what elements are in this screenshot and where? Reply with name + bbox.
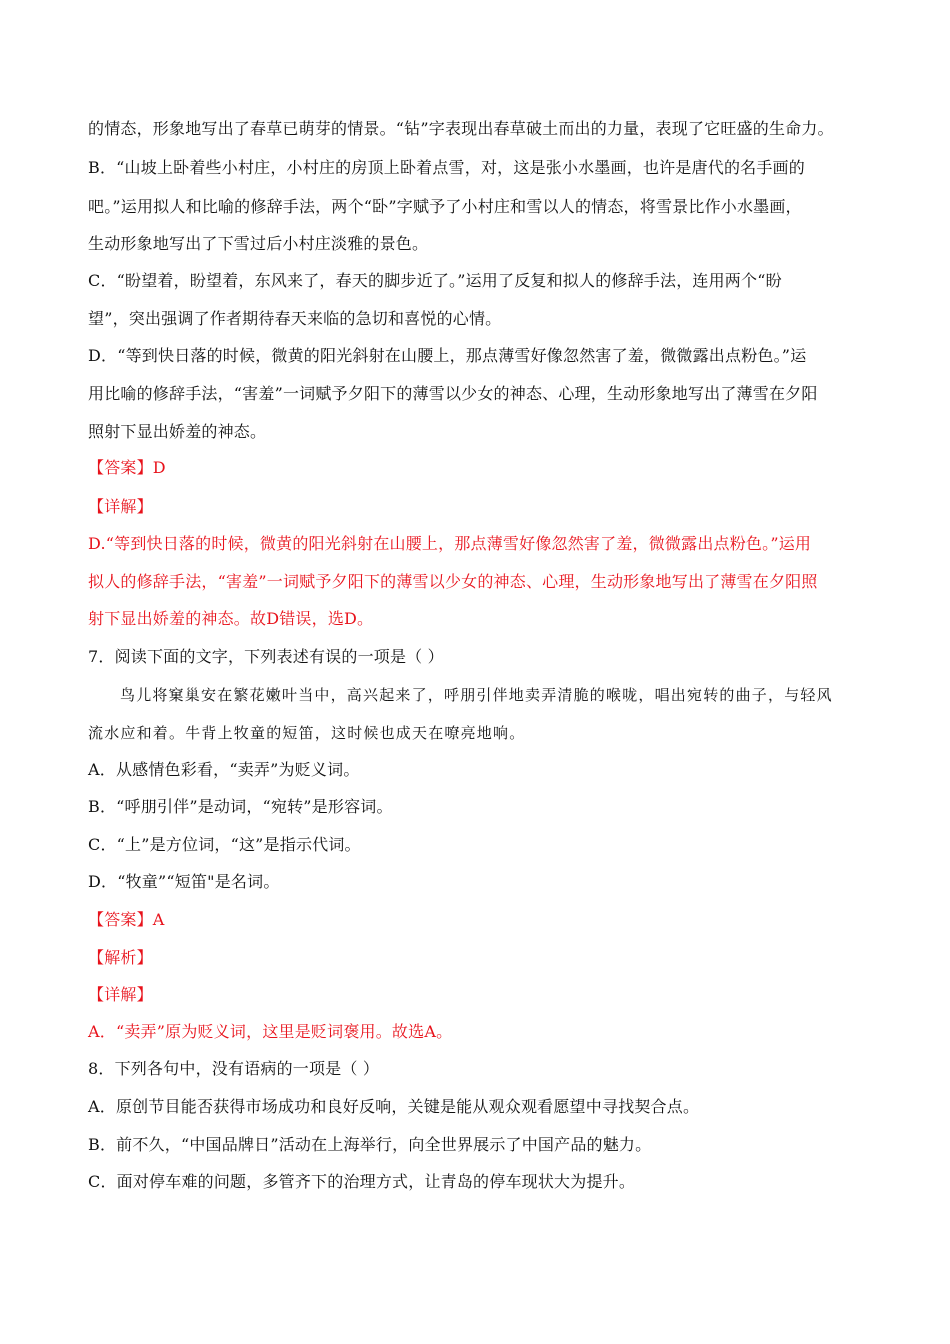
- question-7: 7．阅读下面的文字，下列表述有误的一项是（ ）: [88, 647, 444, 666]
- passage-line-2: 流水应和着。牛背上牧童的短笛，这时候也成天在嘹亮地响。: [88, 724, 526, 742]
- q7-option-a: A．从感情色彩看，“卖弄”为贬义词。: [88, 760, 360, 779]
- option-b-line-1: B．“山坡上卧着些小村庄，小村庄的房顶上卧着点雪，对，这是张小水墨画，也许是唐代的名手画的: [88, 158, 805, 177]
- detail-line-2: 拟人的修辞手法，“害羞”一词赋予夕阳下的薄雪以少女的神态、心理，生动形象地写出了薄雪在夕阳照: [88, 572, 818, 591]
- q7-option-d: D．“牧童”“短笛"是名词。: [88, 872, 280, 891]
- detail-label: 【详解】: [88, 497, 153, 516]
- q7-detail-label: 【详解】: [88, 985, 153, 1004]
- detail-line-1: D.“等到快日落的时候，微黄的阳光斜射在山腰上，那点薄雪好像忽然害了羞，微微露出点粉色。”运用: [88, 534, 812, 553]
- option-c-line-2: 望”，突出强调了作者期待春天来临的急切和喜悦的心情。: [88, 309, 502, 328]
- question-8: 8．下列各句中，没有语病的一项是（ ）: [88, 1059, 380, 1078]
- q7-answer-label: 【答案】A: [88, 910, 165, 929]
- q8-option-b: B．前不久，“中国品牌日”活动在上海举行，向全世界展示了中国产品的魅力。: [88, 1135, 652, 1154]
- q8-option-c: C．面对停车难的问题，多管齐下的治理方式，让青岛的停车现状大为提升。: [88, 1172, 636, 1191]
- option-b-line-2: 吧。”运用拟人和比喻的修辞手法，两个“卧”字赋予了小村庄和雪以人的情态，将雪景比作小水墨画，: [88, 197, 802, 216]
- q7-option-b: B．“呼朋引伴”是动词，“宛转”是形容词。: [88, 797, 393, 816]
- answer-label: 【答案】D: [88, 458, 166, 477]
- q7-option-c: C．“上”是方位词，“这”是指示代词。: [88, 835, 361, 854]
- q8-option-a: A．原创节目能否获得市场成功和良好反响，关键是能从观众观看愿望中寻找契合点。: [88, 1097, 700, 1116]
- option-d-line-1: D．“等到快日落的时候，微黄的阳光斜射在山腰上，那点薄雪好像忽然害了羞，微微露出点粉色。”运: [88, 346, 807, 365]
- option-c-line-1: C．“盼望着，盼望着，东风来了，春天的脚步近了。”运用了反复和拟人的修辞手法，连用两个“盼: [88, 271, 782, 290]
- detail-line-3: 射下显出娇羞的神态。故D错误，选D。: [88, 609, 374, 628]
- option-d-line-2: 用比喻的修辞手法，“害羞”一词赋予夕阳下的薄雪以少女的神态、心理，生动形象地写出了薄雪在夕阳: [88, 384, 818, 403]
- passage-line-1: 鸟儿将窠巢安在繁花嫩叶当中，高兴起来了，呼朋引伴地卖弄清脆的喉咙，唱出宛转的曲子，与轻风: [120, 686, 833, 704]
- q7-analysis-label: 【解析】: [88, 948, 153, 967]
- text-line-1: 的情态，形象地写出了春草已萌芽的情景。“钻”字表现出春草破土而出的力量，表现了它旺盛的生命力。: [88, 119, 834, 138]
- q7-detail-line-1: A．“卖弄”原为贬义词，这里是贬词褒用。故选A。: [88, 1022, 453, 1041]
- option-b-line-3: 生动形象地写出了下雪过后小村庄淡雅的景色。: [88, 234, 429, 253]
- option-d-line-3: 照射下显出娇羞的神态。: [88, 422, 267, 441]
